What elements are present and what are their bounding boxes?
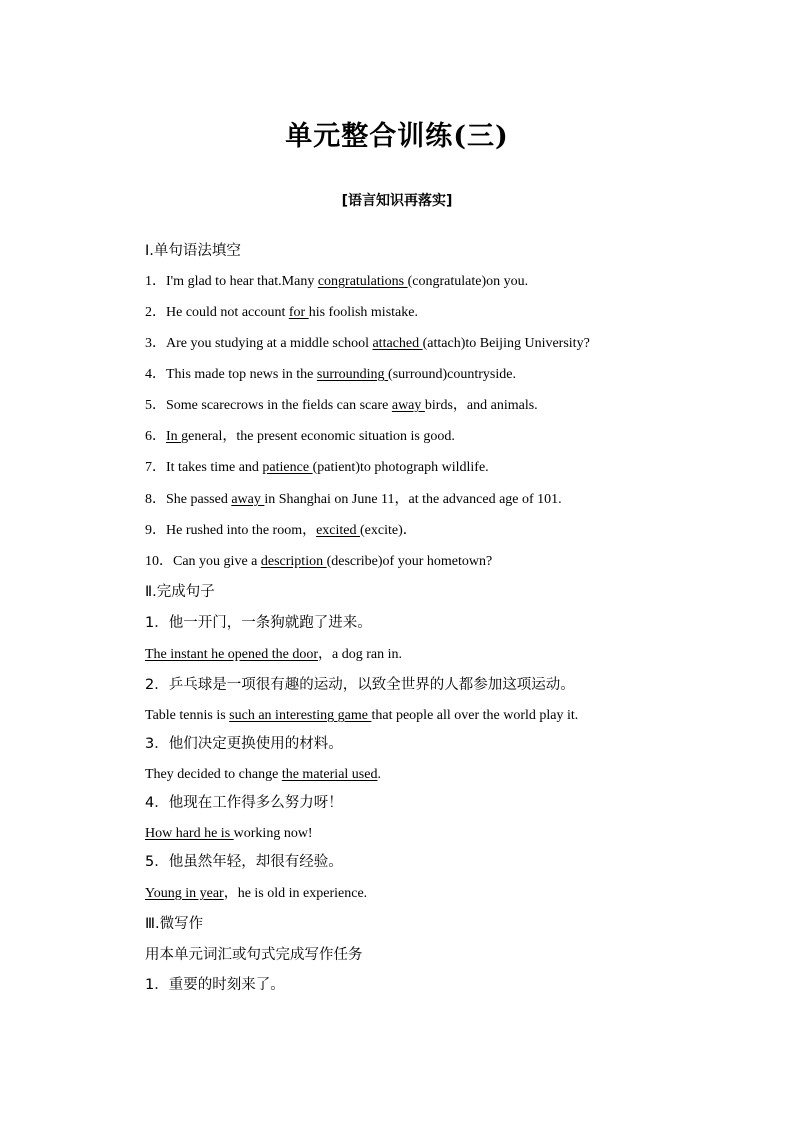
- sentence-2-answer: [145, 707, 578, 725]
- question-number: 6．: [145, 429, 166, 444]
- question-text: It takes time and: [166, 460, 263, 475]
- section1-heading: Ⅰ.单句语法填空: [145, 243, 241, 259]
- question-text: (congratulate)on you.: [407, 274, 529, 289]
- answer-blank: for: [288, 305, 309, 320]
- question-number: 4．: [145, 367, 166, 382]
- question-number: 3．: [145, 336, 166, 351]
- chinese-sentence: 重要的时刻来了。: [168, 977, 285, 993]
- page-title: 单元整合训练(三): [285, 121, 509, 152]
- sentence-5-prompt: [145, 853, 343, 871]
- question-text: I'm glad to hear that.Many: [166, 274, 318, 289]
- chinese-sentence: 他现在工作得多么努力呀！: [168, 795, 343, 811]
- section3-instruction: 用本单元词汇或句式完成写作任务: [145, 947, 363, 963]
- question-number: 1．: [145, 615, 169, 631]
- question-number: 2．: [145, 305, 166, 320]
- question-3: [145, 335, 590, 353]
- answer-blank: patience: [262, 460, 313, 475]
- question-text: Can you give a: [173, 554, 261, 569]
- chinese-sentence: 他一开门，一条狗就跑了进来。: [168, 615, 372, 631]
- answer-blank: away: [391, 398, 425, 413]
- sentence-5-answer: [145, 885, 367, 903]
- question-number: 5．: [145, 854, 169, 870]
- question-1: [145, 273, 528, 291]
- section2-heading: Ⅱ.完成句子: [145, 584, 215, 600]
- question-number: 3．: [145, 736, 169, 752]
- chinese-sentence: 他们决定更换使用的材料。: [168, 736, 343, 752]
- question-number: 10．: [145, 554, 173, 569]
- question-8: [145, 491, 562, 509]
- question-text: This made top news in the: [166, 367, 317, 382]
- question-text: general，the present economic situation is good.: [181, 429, 455, 444]
- answer-text: that people all over the world play it.: [371, 708, 579, 723]
- answer-blank: attached: [372, 336, 423, 351]
- answer-text: ，a dog ran in.: [318, 647, 402, 662]
- question-text: He rushed into the room，: [166, 523, 317, 538]
- answer-text: working now!: [233, 826, 313, 841]
- sentence-3-prompt: [145, 735, 343, 753]
- answer-text: They decided to change: [145, 767, 282, 782]
- sentence-3-answer: [145, 766, 381, 784]
- sentence-4-answer: [145, 825, 313, 843]
- question-number: 8．: [145, 492, 166, 507]
- question-text: She passed: [166, 492, 232, 507]
- question-number: 7．: [145, 460, 166, 475]
- question-7: [145, 459, 489, 477]
- sentence-1-prompt: [145, 614, 372, 632]
- answer-blank: the material used: [281, 767, 378, 782]
- answer-blank: Young in year: [145, 886, 224, 901]
- question-9: [145, 522, 417, 540]
- question-text: (excite)．: [360, 523, 417, 538]
- question-number: 1．: [145, 977, 169, 993]
- question-4: [145, 366, 516, 384]
- question-text: in Shanghai on June 11，at the advanced age of 101.: [264, 492, 562, 507]
- answer-blank: In: [166, 429, 182, 444]
- question-number: 1．: [145, 274, 166, 289]
- answer-text: .: [377, 767, 381, 782]
- answer-blank: surrounding: [316, 367, 389, 382]
- question-number: 9．: [145, 523, 166, 538]
- section3-heading: Ⅲ.微写作: [145, 916, 204, 932]
- answer-blank: description: [260, 554, 327, 569]
- question-6: [145, 428, 455, 446]
- question-text: his foolish mistake.: [308, 305, 418, 320]
- answer-blank: excited: [316, 523, 361, 538]
- answer-blank: How hard he is: [145, 826, 234, 841]
- answer-text: ，he is old in experience.: [223, 886, 368, 901]
- sentence-2-prompt: [145, 676, 575, 694]
- chinese-sentence: 乒乓球是一项很有趣的运动，以致全世界的人都参加这项运动。: [168, 677, 575, 693]
- question-text: Some scarecrows in the fields can scare: [166, 398, 392, 413]
- question-text: (attach)to Beijing University?: [422, 336, 590, 351]
- question-text: (patient)to photograph wildlife.: [312, 460, 489, 475]
- question-text: (describe)of your hometown?: [326, 554, 493, 569]
- question-number: 4．: [145, 795, 169, 811]
- answer-blank: The instant he opened the door: [145, 647, 319, 662]
- answer-text: Table tennis is: [145, 708, 230, 723]
- question-text: Are you studying at a middle school: [166, 336, 373, 351]
- question-text: birds，and animals.: [424, 398, 538, 413]
- sentence-4-prompt: [145, 794, 343, 812]
- chinese-sentence: 他虽然年轻，却很有经验。: [168, 854, 343, 870]
- question-text: (surround)countryside.: [388, 367, 516, 382]
- answer-blank: such an interesting game: [229, 708, 372, 723]
- sentence-1-answer: [145, 646, 402, 664]
- question-5: [145, 397, 538, 415]
- section-group-title: [语言知识再落实]: [341, 193, 453, 209]
- question-text: He could not account: [166, 305, 289, 320]
- answer-blank: congratulations: [317, 274, 408, 289]
- writing-task-1: [145, 976, 285, 994]
- answer-blank: away: [231, 492, 265, 507]
- question-number: 5．: [145, 398, 166, 413]
- question-2: [145, 304, 418, 322]
- question-number: 2．: [145, 677, 169, 693]
- question-10: [145, 553, 492, 571]
